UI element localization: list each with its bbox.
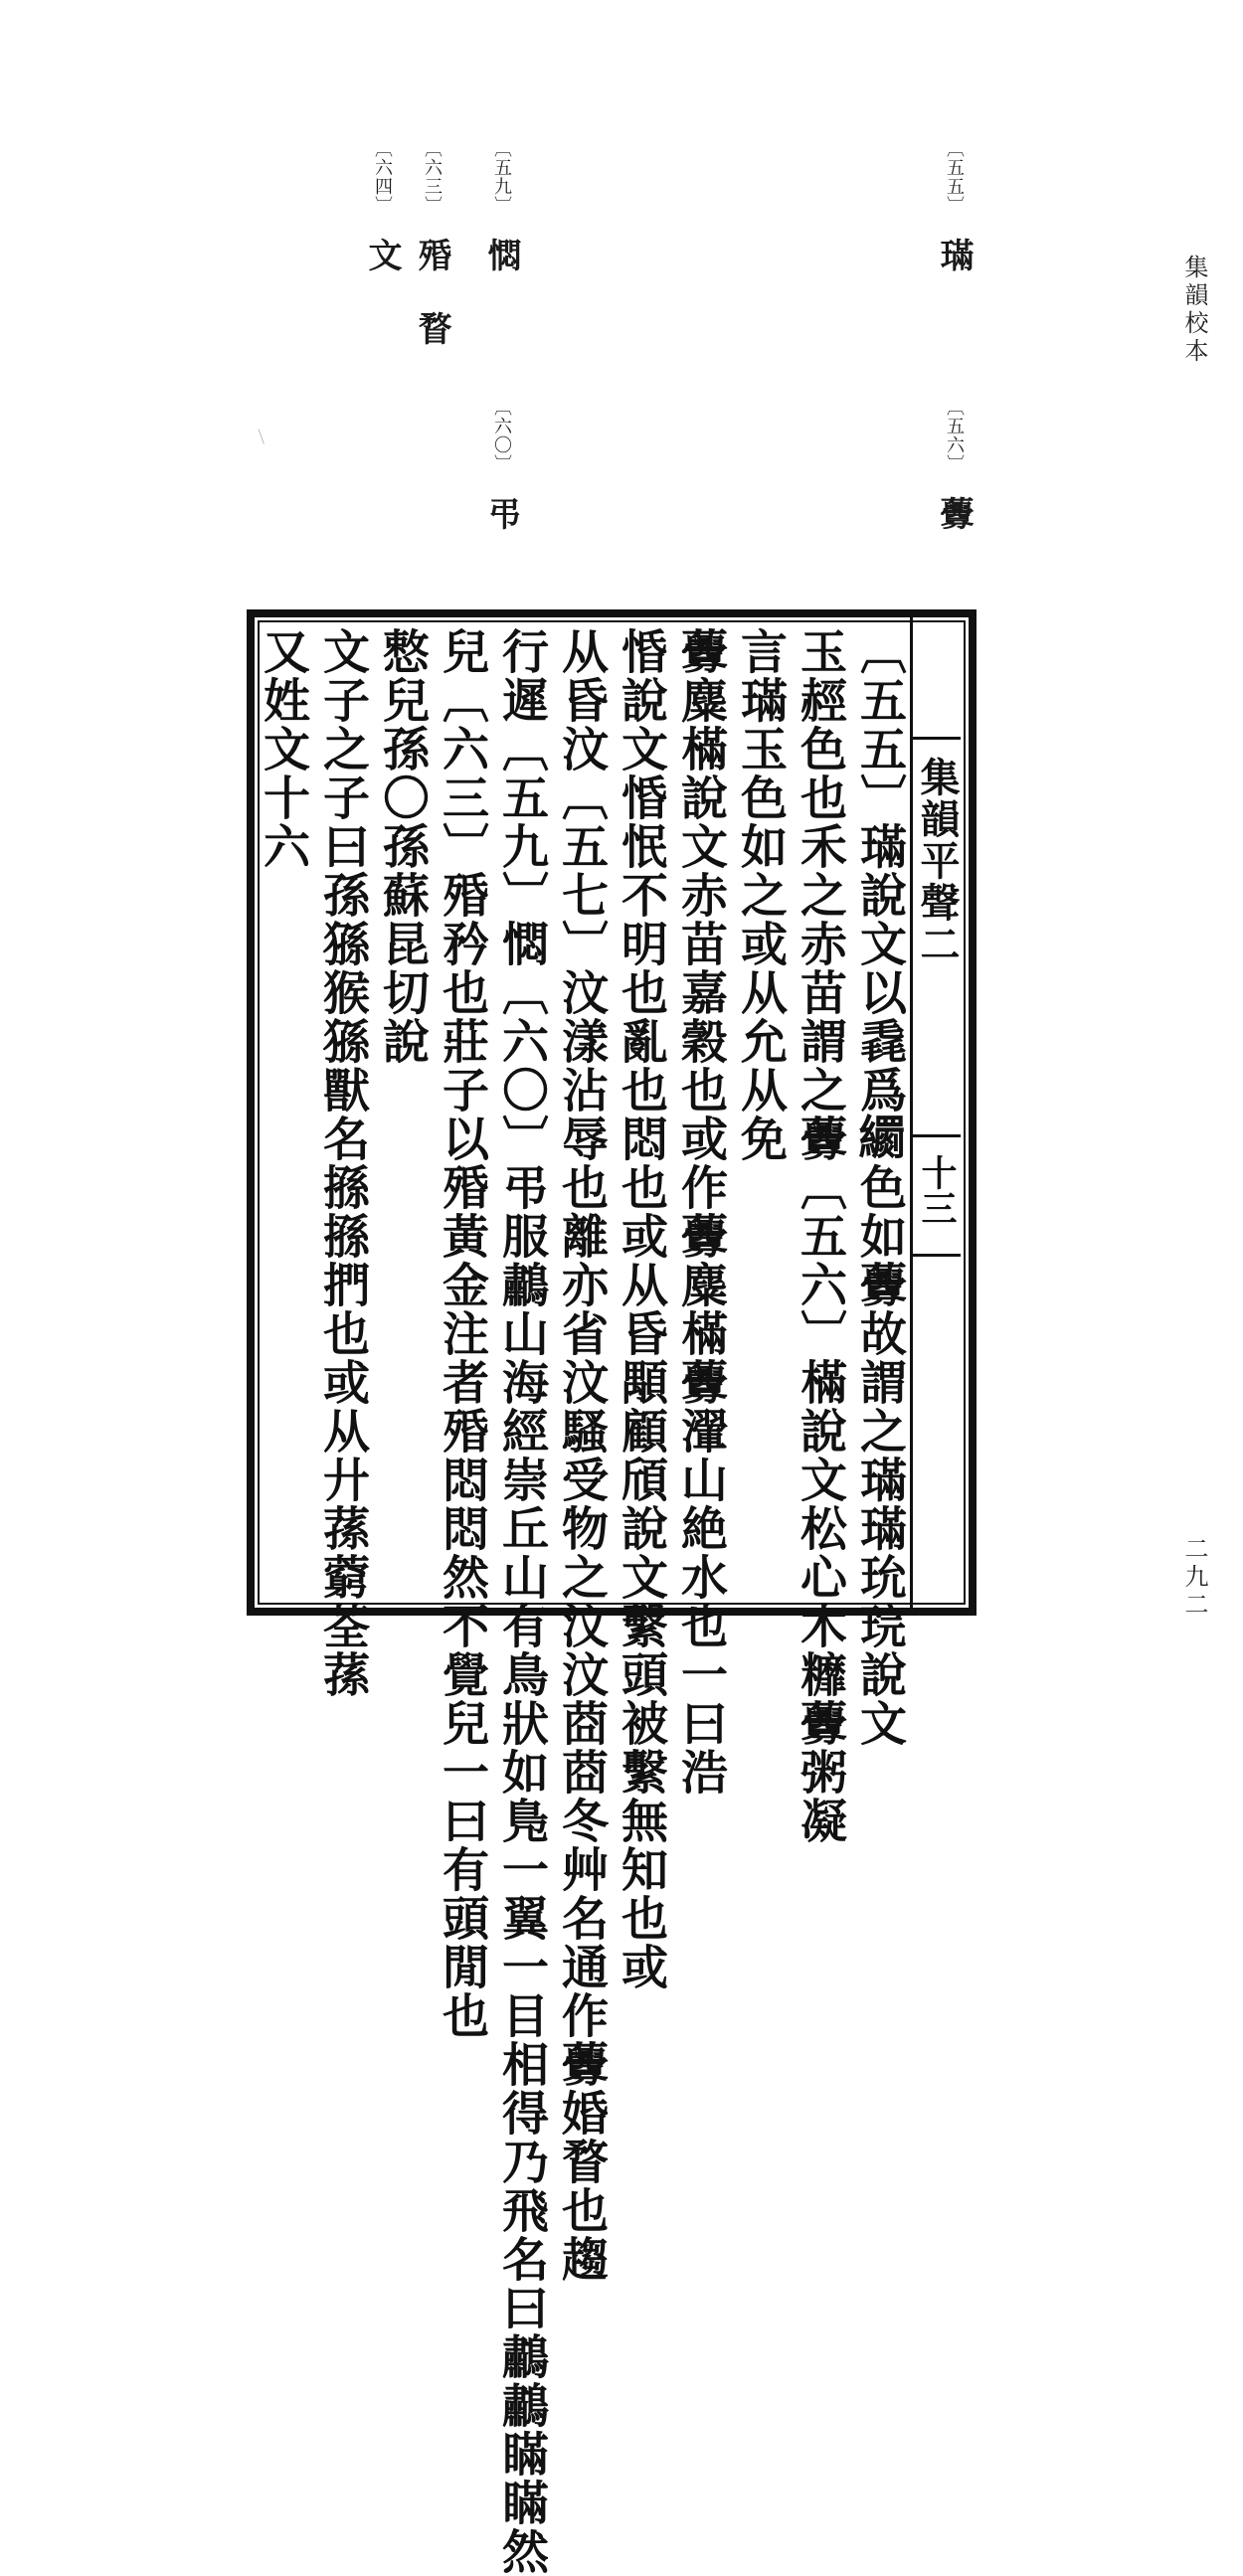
note-glyph: 㦖 bbox=[481, 238, 521, 271]
collation-note-59 bbox=[477, 139, 526, 271]
fish-tail-mark bbox=[913, 737, 961, 740]
banxin-title: 集韻平聲二 bbox=[914, 757, 961, 965]
banxin-folio: 十三 bbox=[916, 1154, 958, 1226]
note-number: 〔五九〕 bbox=[491, 139, 512, 215]
note-glyph: 弔 bbox=[481, 496, 521, 530]
text-column-9: 慗兒孫〇孫蘇昆切說 bbox=[375, 627, 430, 1066]
text-columns bbox=[256, 627, 909, 2576]
text-column-6: 从昏汶〔五七〕汶漾沾辱也離亦省汶騷受物之汶汶莔莔冬艸名通作虋婚瞀也趨 bbox=[554, 627, 609, 2284]
page-number: 二九二 bbox=[1180, 1536, 1208, 1620]
text-column-5: 惛說文惛怋不明也亂也悶也或从昏顒顧頎說文繫頭被繫無知也或 bbox=[614, 627, 668, 1991]
text-column-7: 行遲〔五九〕㦖〔六〇〕弔服鷫山海經崇丘山有鳥狀如鳬一翼一目相得乃飛名曰鷫鷫瞞瞞然 bbox=[494, 627, 549, 2576]
collation-note-55 bbox=[930, 139, 978, 271]
fish-tail-mark bbox=[913, 1134, 961, 1137]
text-column-2: 玉䞓色也禾之赤苗謂之虋〔五六〕樠說文松心木䊳虋粥凝 bbox=[793, 627, 847, 1845]
note-number: 〔五六〕 bbox=[944, 398, 965, 473]
text-column-3: 言璊玉色如之或从允从免 bbox=[733, 627, 788, 1163]
note-glyph: 殙 瞀 bbox=[412, 238, 451, 345]
note-number: 〔六四〕 bbox=[372, 139, 393, 215]
note-number: 〔六〇〕 bbox=[491, 398, 512, 473]
note-glyph: 璊 bbox=[934, 238, 974, 271]
text-column-11: 又姓文十六 bbox=[256, 627, 310, 871]
text-column-10: 文子之子曰孫猻猴猻獸名搎搎捫也或从廾蓀藭荃蓀 bbox=[315, 627, 370, 1699]
text-column-8: 兒〔六三〕殙矜也莊子以殙黃金注者殙悶悶然不覺兒一曰有頭閒也 bbox=[435, 627, 489, 2040]
note-number: 〔五五〕 bbox=[944, 139, 965, 215]
woodblock-print bbox=[247, 609, 977, 2576]
fish-tail-mark bbox=[913, 1254, 961, 1257]
running-head: 集韻校本 bbox=[1180, 255, 1208, 366]
collation-note-63 bbox=[408, 139, 456, 345]
collation-note-60 bbox=[477, 398, 526, 530]
fish-tail-center-column bbox=[910, 617, 961, 1608]
note-glyph: 虋 bbox=[934, 496, 974, 530]
collation-note-56 bbox=[930, 398, 978, 530]
text-column-1: 〔五五〕璊說文以毳爲𦇧色如虋故謂之璊璊玧琓說文 bbox=[852, 627, 907, 1748]
collation-note-64 bbox=[358, 139, 407, 271]
note-number: 〔六三〕 bbox=[422, 139, 443, 215]
stray-mark bbox=[258, 427, 269, 443]
note-glyph: 文 bbox=[362, 238, 402, 271]
text-column-4: 虋麋樠說文赤苗嘉穀也或作虋麋樠虋瀈山絶水也一曰浩 bbox=[673, 627, 728, 1797]
